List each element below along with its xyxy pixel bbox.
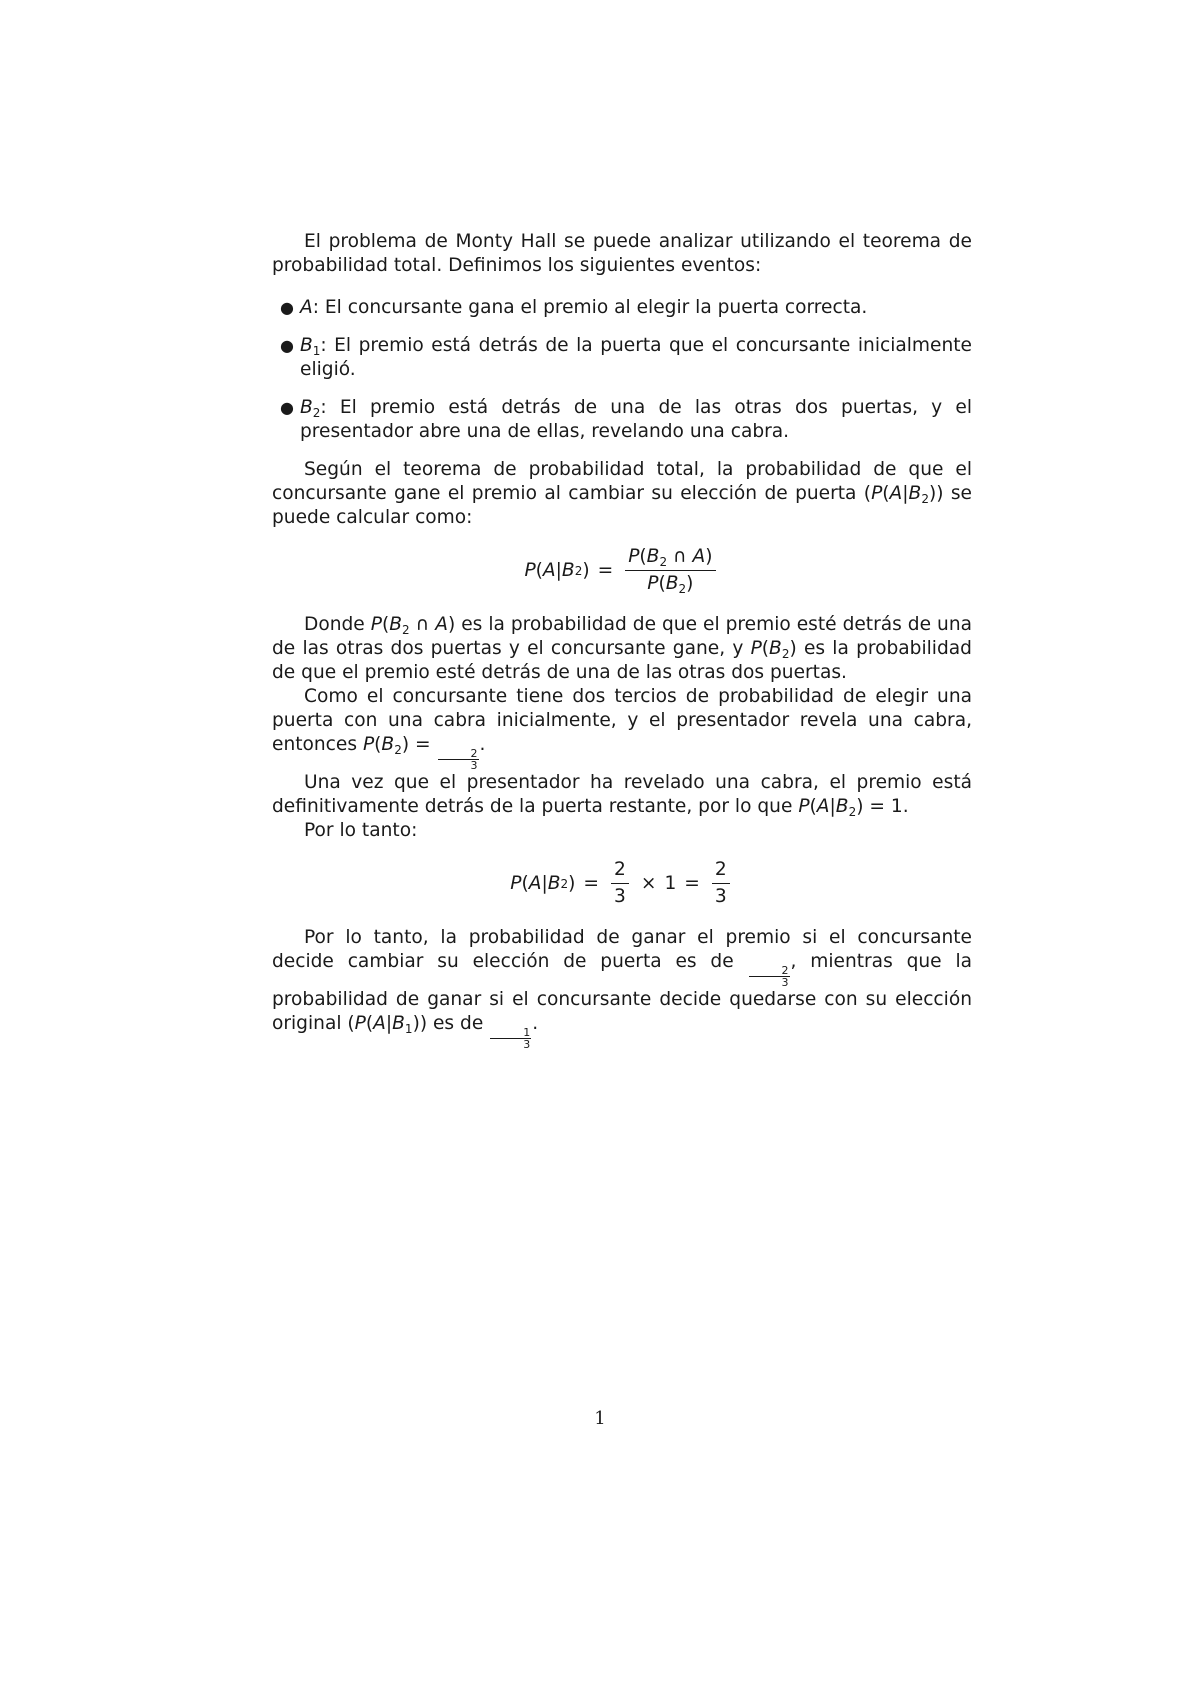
event-text: : El concursante gana el premio al elegir la puerta correcta. — [312, 297, 868, 318]
result-equation: P ( A | B 2 ) = $\frac{2}{3}$ × 1 = $\frac{2}{3}$ — [272, 859, 972, 908]
paragraph-text: . — [532, 1013, 539, 1034]
math-symbol: P — [798, 796, 810, 817]
math-paren: ( — [365, 1013, 374, 1034]
paragraph-text: Según el teorema de probabilidad total, la probabilidad de que el concursante gane el premio al cambiar su elección de puerta ( — [272, 459, 972, 504]
por-lo-tanto-paragraph — [272, 819, 972, 843]
fraction-denominator: 3 — [714, 886, 727, 907]
math-symbol: A — [373, 1013, 386, 1034]
math-subscript: 2 — [921, 492, 929, 506]
inline-fraction — [438, 748, 479, 771]
event-item-b1 — [272, 334, 972, 382]
intro-text: El problema de Monty Hall se puede analizar utilizando el teorema de probabilidad total. Definimos los siguientes eventos: — [272, 231, 972, 276]
bullet-icon: ● — [280, 298, 294, 317]
math-paren: ) — [412, 1013, 420, 1034]
math-symbol: B — [561, 559, 575, 581]
math-paren: ) — [568, 872, 576, 894]
math-symbol: B — [646, 546, 660, 567]
math-bar: | — [541, 872, 548, 894]
math-paren: ( — [521, 872, 529, 894]
math-symbol: B — [381, 734, 395, 755]
como-paragraph — [272, 685, 972, 771]
bullet-icon: ● — [280, 398, 294, 417]
math-symbol: A — [816, 796, 830, 817]
fraction-denominator: 3 — [523, 1038, 531, 1051]
fraction-denominator: 3 — [614, 886, 626, 907]
equals-sign: = — [597, 559, 614, 581]
event-symbol: B — [300, 335, 313, 356]
math-bar: | — [829, 796, 836, 817]
math-symbol: A — [889, 483, 903, 504]
fraction — [611, 859, 629, 908]
paragraph-text: es la probabilidad de que el premio esté detrás de una de las otras dos puertas y el concursante gane, y — [272, 614, 972, 659]
math-subscript: 2 — [401, 623, 410, 637]
math-symbol: P — [524, 559, 536, 581]
math-bar: | — [902, 483, 909, 504]
math-symbol: B — [665, 573, 679, 594]
una-vez-paragraph — [272, 771, 972, 819]
fraction-numerator: 2 — [749, 965, 790, 977]
paragraph-text: . — [479, 734, 486, 755]
math-bar: | — [385, 1013, 393, 1034]
equals-sign: = — [583, 872, 600, 894]
math-paren: ( — [535, 559, 543, 581]
math-paren: ) — [447, 614, 456, 635]
math-paren: ( — [374, 734, 382, 755]
event-text: : El premio está detrás de una de las otras dos puertas, y el presentador abre una de ellas, revelando una cabra. — [300, 397, 972, 442]
event-subscript: 2 — [312, 406, 321, 420]
math-symbol: P — [362, 734, 375, 755]
event-item-a — [272, 296, 972, 320]
event-list — [272, 296, 972, 444]
intersection-symbol: ∩ — [673, 546, 687, 567]
paragraph-text: Por lo tanto: — [304, 820, 418, 841]
conditional-probability-equation: P ( A | B 2 ) = $\frac{P(B_2 \cap A)}{P(B_2)}$ — [272, 546, 972, 595]
math-subscript: 1 — [404, 1022, 413, 1036]
fraction-numerator: 2 — [611, 859, 629, 884]
paragraph-text: es la probabilidad de que el premio esté detrás de una de las otras dos puertas. — [272, 638, 972, 683]
donde-paragraph — [272, 613, 972, 685]
paragraph-text: Por lo tanto, la probabilidad de ganar el premio si el concursante decide cambiar su elección de puerta es de — [272, 927, 972, 972]
inline-fraction — [749, 965, 790, 988]
math-subscript: 2 — [678, 582, 687, 596]
paragraph-text: Donde — [304, 614, 371, 635]
event-text: : El premio está detrás de la puerta que el concursante inicialmente eligió. — [300, 335, 972, 380]
math-number: 1 — [664, 872, 677, 894]
final-paragraph — [272, 926, 972, 1050]
paragraph-text: Una vez que el presentador ha revelado una cabra, el premio está definitivamente detrás de la puerta restante, por lo que — [272, 772, 972, 817]
fraction-denominator: 3 — [470, 759, 478, 772]
equals-sign: = — [869, 796, 885, 817]
math-number: 1 — [890, 796, 903, 817]
paragraph-text: Como el concursante tiene dos tercios de probabilidad de elegir una puerta con una cabra inicialmente, y el presentador revela una cabra, entonces — [272, 686, 972, 755]
fraction — [712, 859, 730, 908]
math-symbol: P — [750, 638, 762, 659]
bullet-icon: ● — [280, 336, 294, 355]
math-paren: ( — [761, 638, 770, 659]
fraction — [625, 546, 715, 595]
times-sign: × — [640, 872, 657, 894]
event-item-b2 — [272, 396, 972, 444]
intersection-symbol: ∩ — [415, 614, 430, 635]
math-paren: ( — [639, 546, 647, 567]
math-symbol: P — [871, 483, 883, 504]
math-symbol: P — [510, 872, 522, 894]
paragraph-text: ) se puede calcular como: — [272, 483, 972, 528]
fraction-numerator: 2 — [712, 859, 730, 884]
fraction-denominator — [644, 571, 696, 595]
math-subscript: 2 — [394, 743, 402, 757]
math-symbol: B — [547, 872, 561, 894]
fraction-numerator: 1 — [490, 1027, 531, 1039]
paragraph-text: ) es de — [419, 1013, 490, 1034]
math-symbol: P — [354, 1013, 366, 1034]
math-paren: ) — [401, 734, 410, 755]
event-symbol: A — [300, 297, 313, 318]
math-symbol: B — [908, 483, 922, 504]
math-paren: ) — [928, 483, 937, 504]
fraction-numerator — [625, 546, 715, 571]
fraction-numerator: 2 — [438, 748, 479, 760]
math-paren: ) — [705, 546, 713, 567]
math-paren: ( — [658, 573, 666, 594]
math-subscript: 2 — [659, 555, 668, 569]
math-symbol: P — [628, 546, 640, 567]
math-symbol: B — [389, 614, 402, 635]
equals-sign: = — [684, 872, 700, 894]
paragraph-text: . — [902, 796, 909, 817]
total-probability-paragraph — [272, 458, 972, 530]
math-paren: ) — [789, 638, 797, 659]
math-subscript: 2 — [781, 647, 790, 661]
math-paren: ) — [582, 559, 590, 581]
math-subscript: 2 — [848, 805, 857, 819]
math-symbol: B — [769, 638, 782, 659]
page-number: 1 — [594, 1408, 606, 1429]
document-body — [272, 230, 972, 1050]
math-paren: ( — [809, 796, 817, 817]
intro-paragraph — [272, 230, 972, 278]
event-symbol: B — [300, 397, 313, 418]
math-paren: ) — [686, 573, 694, 594]
math-symbol: B — [392, 1013, 405, 1034]
math-bar: | — [555, 559, 562, 581]
math-symbol: P — [647, 573, 659, 594]
math-symbol: A — [528, 872, 542, 894]
math-paren: ( — [882, 483, 890, 504]
paragraph-text: , mientras que la probabilidad de ganar si el concursante decide quedarse con su elección original ( — [272, 951, 973, 1034]
equals-sign: = — [415, 734, 431, 755]
math-symbol: B — [835, 796, 849, 817]
math-symbol: A — [692, 546, 706, 567]
inline-fraction — [490, 1027, 531, 1050]
math-symbol: A — [435, 614, 448, 635]
math-symbol: P — [370, 614, 382, 635]
math-symbol: A — [542, 559, 556, 581]
fraction-denominator: 3 — [781, 976, 789, 989]
event-subscript: 1 — [312, 344, 321, 358]
math-paren: ( — [381, 614, 390, 635]
math-paren: ) — [856, 796, 864, 817]
